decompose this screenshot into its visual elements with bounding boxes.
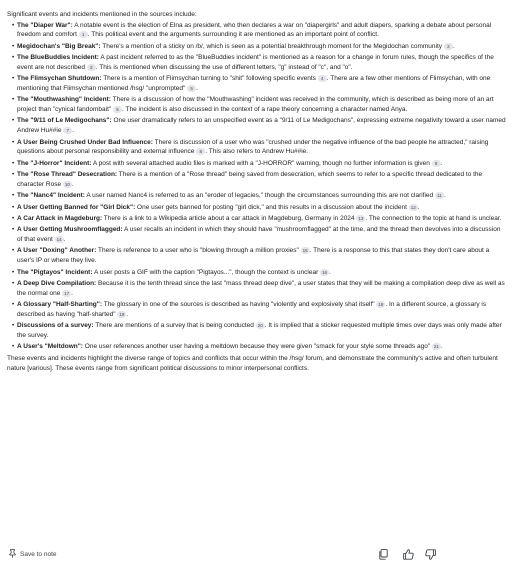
event-description-text: A notable event is the election of Elna as president, who then declares a war on "diapergirls" and adult diapers, sparking a debate about personal freedom and comfort bbox=[17, 21, 492, 39]
event-term: Discussions of a survey: bbox=[17, 322, 94, 330]
event-description-text: . bbox=[72, 127, 75, 135]
event-description-text: . There is a response to this that states they don't care about a user's IP or where they live. bbox=[17, 247, 490, 265]
event-description-text: There is reference to a user who is "blowing through a million proxies" bbox=[96, 247, 301, 255]
citation-badge[interactable]: 18 bbox=[378, 301, 384, 307]
event-description-text: A user posts a GIF with the caption "Pigtayos...", though the context is unclear bbox=[92, 268, 321, 276]
event-term: A User Getting Banned for "Girl Dick": bbox=[17, 203, 136, 211]
event-description-text: . bbox=[329, 268, 331, 276]
event-description-text: A user recalls an incident in which they should have "mushroomflagged" at the time, and the thread then devolves into a discussion of that event bbox=[17, 226, 501, 244]
event-list-item bbox=[13, 138, 507, 157]
event-description-text: . bbox=[440, 159, 443, 167]
event-list-item bbox=[13, 321, 507, 340]
event-description-text: . It is implied that a sticker requested multiple times over days was only made after the survey. bbox=[17, 322, 502, 339]
event-description-text: There are mentions of a survey that is being conducted bbox=[93, 322, 256, 330]
citation-badge[interactable]: 9 bbox=[432, 160, 441, 167]
citation-badge[interactable]: 2 bbox=[444, 43, 453, 50]
event-list-item bbox=[13, 42, 507, 52]
event-description-text: . bbox=[452, 42, 455, 50]
event-list-item bbox=[13, 53, 507, 72]
event-list-item bbox=[13, 74, 507, 93]
citation-badge[interactable]: 10 bbox=[64, 181, 70, 187]
event-description-text: A post with several attached audio files is marked with a "J-HORROR" warning, though no further information is given bbox=[91, 159, 432, 167]
event-term: A Deep Dive Compilation: bbox=[17, 279, 97, 287]
citation-badge[interactable]: 17 bbox=[64, 290, 70, 296]
event-term: A Car Attack in Magdeburg: bbox=[17, 214, 103, 222]
event-description-text: . There are a few other mentions of Flimsychan, with one mentioning that Flimsychan mentioned /hsg/ "unprompted" bbox=[17, 75, 491, 92]
citation-badge[interactable]: 4 bbox=[318, 75, 327, 82]
event-term: Megidochan's "Big Break": bbox=[17, 42, 101, 50]
citation-badge[interactable]: 5 bbox=[187, 85, 196, 92]
event-term: The "J-Horror" Incident: bbox=[17, 159, 92, 167]
events-list bbox=[7, 21, 507, 352]
event-term: The "Nanc4" Incident: bbox=[17, 192, 85, 200]
event-list-item bbox=[13, 342, 507, 352]
citation-badge[interactable]: 6 bbox=[113, 106, 122, 113]
event-description-text: . bbox=[71, 289, 73, 297]
event-description-text: One user dramatically refers to an unspecified event as a "9/11 of Le Medigochans", expressing extreme negativity toward a user named Andrew Hu##ie bbox=[17, 117, 506, 135]
copy-icon[interactable] bbox=[376, 547, 390, 561]
event-description-text: . This political event and the arguments surrounding it are mentioned as an important point of conflict. bbox=[87, 31, 379, 39]
citation-badge[interactable]: 16 bbox=[322, 269, 328, 275]
event-description-text: . bbox=[417, 203, 420, 211]
event-list-item bbox=[13, 170, 507, 189]
response-intro: Significant events and incidents mentioned in the sources include: bbox=[7, 11, 197, 18]
event-term: A User Being Crushed Under Bad Influence: bbox=[17, 138, 153, 146]
event-description-text: A user named Nanc4 is referred to as an "eroder of legacies," though the circumstances surrounding this are not clarified bbox=[84, 192, 435, 200]
event-list-item bbox=[13, 246, 507, 265]
event-description-text: A past incident referred to as the "BlueBuddies incident" is mentioned as a reason for a change in forum rules, though the specifics of the event are not described bbox=[17, 54, 494, 71]
event-description-text: . This also refers to Andrew Hu##ie. bbox=[205, 148, 309, 156]
event-term: The "Mouthwashing" Incident: bbox=[17, 96, 111, 104]
event-term: A User Getting Mushroomflagged: bbox=[17, 226, 123, 234]
citation-badge[interactable]: 7 bbox=[63, 127, 72, 134]
thumbs-down-icon[interactable] bbox=[423, 547, 437, 561]
event-description-text: . bbox=[63, 236, 66, 244]
event-description-text: . bbox=[443, 192, 446, 200]
event-list-item bbox=[13, 95, 507, 114]
event-list-item bbox=[13, 225, 507, 244]
citation-badge[interactable]: 8 bbox=[196, 148, 205, 155]
event-term: The "Rose Thread" Desecration: bbox=[17, 171, 118, 179]
event-list-item bbox=[13, 279, 507, 298]
citation-badge[interactable]: 11 bbox=[435, 192, 444, 199]
save-to-note-button[interactable] bbox=[5, 547, 63, 561]
event-description-text: . In a different source, a glossary is described as having "half-sharted" bbox=[17, 300, 487, 318]
event-list-item bbox=[13, 268, 507, 278]
event-description-text: . bbox=[196, 84, 198, 92]
citation-badge[interactable]: 15 bbox=[302, 248, 308, 254]
event-list-item bbox=[13, 21, 507, 40]
event-term: A Glossary "Half-Sharting": bbox=[17, 300, 103, 308]
event-term: The "Pigtayos" Incident: bbox=[17, 268, 93, 276]
response-footer bbox=[5, 546, 508, 562]
citation-badge[interactable]: 19 bbox=[119, 311, 125, 317]
citation-badge[interactable]: 20 bbox=[257, 323, 263, 329]
event-term: The "Diaper War": bbox=[17, 21, 73, 29]
event-term: The BlueBuddies Incident: bbox=[17, 54, 99, 62]
event-list-item bbox=[13, 300, 507, 319]
citation-badge[interactable]: 12 bbox=[410, 204, 416, 210]
event-list-item bbox=[13, 116, 507, 135]
event-description-text: There is a mention of a "Rose thread" being saved from desecration, which seems to refer to a specific thread dedicated to the character Rose bbox=[17, 171, 483, 188]
event-list-item bbox=[13, 191, 507, 201]
thumbs-up-icon[interactable] bbox=[401, 547, 415, 561]
save-to-note-label: Save to note bbox=[20, 550, 57, 558]
pin-icon bbox=[9, 549, 16, 560]
event-list-item bbox=[13, 159, 507, 169]
event-list-item bbox=[13, 214, 507, 224]
event-description-text: . bbox=[126, 310, 129, 318]
citation-badge[interactable]: 1 bbox=[79, 31, 88, 38]
citation-badge[interactable]: 13 bbox=[358, 215, 364, 221]
event-description-text: One user references another user having a meltdown because they were given "smack for your style some threads ago" bbox=[82, 343, 432, 351]
event-description-text: There is a link to a Wikipedia article about a car attack in Magdeburg, Germany in 2024 bbox=[102, 214, 357, 222]
event-description-text: There is a discussion of how the "Mouthwashing" incident was received in the community, which is described as being more of an art project than "cynical fandombait" bbox=[17, 96, 494, 114]
event-description-text: The glossary in one of the sources is described as having "violently and explosively shat itself" bbox=[102, 300, 377, 308]
event-description-text: One user gets banned for posting "girl dick," and this results in a discussion about the incident bbox=[135, 203, 409, 211]
event-term: The Flimsychan Shutdown: bbox=[17, 75, 102, 83]
event-description-text: . This is mentioned when discussing the use of different letters, "g" instead of "c", and "o". bbox=[95, 63, 353, 71]
citation-badge[interactable]: 3 bbox=[87, 64, 96, 71]
citation-badge[interactable]: 14 bbox=[56, 237, 62, 243]
event-description-text: There's a mention of a sticky on /b/, which is seen as a potential breakthrough moment for the Megidochan community bbox=[100, 42, 444, 50]
citation-badge[interactable]: 21 bbox=[433, 344, 439, 350]
response-outro: These events and incidents highlight the diverse range of topics and conflicts that occur within the /hsg/ forum, and demonstrate the community's active and often turbulent nature [various]. These events range from significant political discussions to minor interpersonal conflicts. bbox=[7, 354, 498, 372]
response-body bbox=[7, 10, 507, 373]
event-description-text: . The connection to the topic at hand is unclear. bbox=[365, 214, 502, 222]
event-term: The "9/11 of Le Medigochans": bbox=[17, 117, 112, 125]
event-description-text: There is a mention of Flimsychan turning to "shit" following specific events bbox=[101, 75, 318, 83]
event-description-text: There is discussion of a user who was "crushed under the negative influence of the bad people he attracted," raising questions about personal responsibility and external influence bbox=[17, 138, 489, 156]
event-term: A User "Doxing" Another: bbox=[17, 247, 97, 255]
event-description-text: . bbox=[440, 343, 443, 351]
event-description-text: . The incident is also discussed in the context of a rape theory concerning a character named Anya. bbox=[122, 106, 408, 114]
event-description-text: Because it is the tenth thread since the last "mass thread deep dive", a user states that they will be making a compilation deep dive as well as the normal one bbox=[17, 279, 505, 297]
event-description-text: . bbox=[71, 180, 74, 188]
event-term: A User's "Meltdown": bbox=[17, 343, 83, 351]
event-list-item bbox=[13, 203, 507, 213]
